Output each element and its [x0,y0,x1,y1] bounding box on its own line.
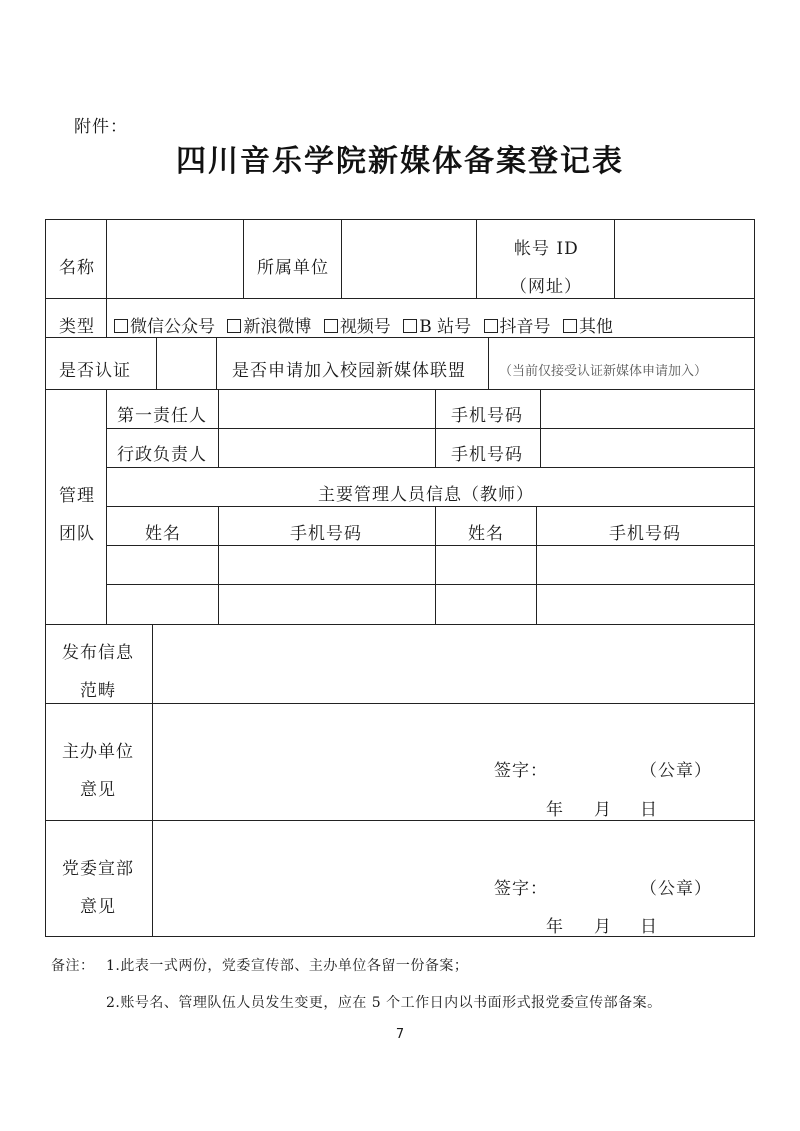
border-top [45,219,755,220]
type-options [114,312,620,337]
border-left [45,219,46,937]
col-line [540,389,541,467]
row-line [106,584,755,585]
col-line [435,506,436,624]
type-option-douyin[interactable]: 抖音号 [484,317,551,337]
checkbox-icon[interactable] [324,319,338,333]
col-line [243,219,244,299]
party-label-line2: 意见 [80,897,116,917]
host-sign-label: 签字： [494,761,548,781]
col-line [476,219,477,299]
first-person-phone-label: 手机号码 [451,406,523,426]
row-line [45,298,755,299]
host-seal-label: （公章） [640,761,712,781]
team-label-line1: 管理 [59,486,95,506]
party-year-label: 年 [546,917,564,937]
col-line [106,219,107,299]
scope-label-line1: 发布信息 [62,643,134,663]
border-right [754,219,755,937]
col-line [536,506,537,624]
admin-person-label: 行政负责人 [117,445,207,465]
first-person-label: 第一责任人 [117,406,207,426]
host-day-label: 日 [640,800,658,820]
type-option-other[interactable]: 其他 [563,317,613,337]
row-line [106,428,755,429]
party-seal-label: （公章） [640,879,712,899]
col-name-2: 姓名 [468,524,504,544]
col-line [216,337,217,390]
checkbox-icon[interactable] [114,319,128,333]
attachment-label: 附件： [74,117,128,137]
col-phone-1: 手机号码 [290,524,362,544]
party-sign-label: 签字： [494,879,548,899]
type-label: 类型 [59,317,95,337]
col-line [614,219,615,299]
row-line [106,467,755,468]
col-line [488,337,489,390]
unit-label: 所属单位 [257,258,329,278]
host-label-line1: 主办单位 [62,742,134,762]
row-line [45,337,755,338]
team-label-line2: 团队 [59,524,95,544]
row-line [106,506,755,507]
col-phone-2: 手机号码 [609,524,681,544]
col-line [218,506,219,624]
account-id-label: 帐号 ID [514,239,579,259]
checkbox-icon[interactable] [227,319,241,333]
col-line [218,389,219,467]
col-line [341,219,342,299]
col-line [435,389,436,467]
note-2: 2.账号名、管理队伍人员发生变更，应在 5 个工作日内以书面形式报党委宣传部备案。 [106,995,662,1011]
type-option-weibo[interactable]: 新浪微博 [227,317,311,337]
party-label-line1: 党委宣部 [62,859,134,879]
name-label: 名称 [59,258,95,278]
host-label-line2: 意见 [80,780,116,800]
host-month-label: 月 [594,800,612,820]
checkbox-icon[interactable] [484,319,498,333]
checkbox-icon[interactable] [563,319,577,333]
notes-prefix: 备注： [51,958,95,974]
page-title: 四川音乐学院新媒体备案登记表 [176,144,624,179]
col-line [156,337,157,390]
note-1: 1.此表一式两份，党委宣传部、主办单位各留一份备案； [106,958,469,974]
type-option-wechat[interactable]: 微信公众号 [114,317,215,337]
party-day-label: 日 [640,917,658,937]
row-line [45,389,755,390]
scope-label-line2: 范畴 [80,681,116,701]
col-line [152,624,153,937]
account-url-label: （网址） [510,277,582,297]
page-number: 7 [395,1027,405,1042]
type-option-bilibili[interactable]: B 站号 [403,317,471,337]
type-option-channels[interactable]: 视频号 [324,317,391,337]
alliance-note: （当前仅接受认证新媒体申请加入） [499,364,708,379]
row-line [106,545,755,546]
admin-person-phone-label: 手机号码 [451,445,523,465]
col-line [106,389,107,625]
col-line [106,298,107,338]
checkbox-icon[interactable] [403,319,417,333]
staff-header: 主要管理人员信息（教师） [318,485,534,505]
party-month-label: 月 [594,917,612,937]
host-year-label: 年 [546,800,564,820]
alliance-label: 是否申请加入校园新媒体联盟 [232,361,466,381]
certified-label: 是否认证 [59,361,131,381]
col-name-1: 姓名 [145,524,181,544]
